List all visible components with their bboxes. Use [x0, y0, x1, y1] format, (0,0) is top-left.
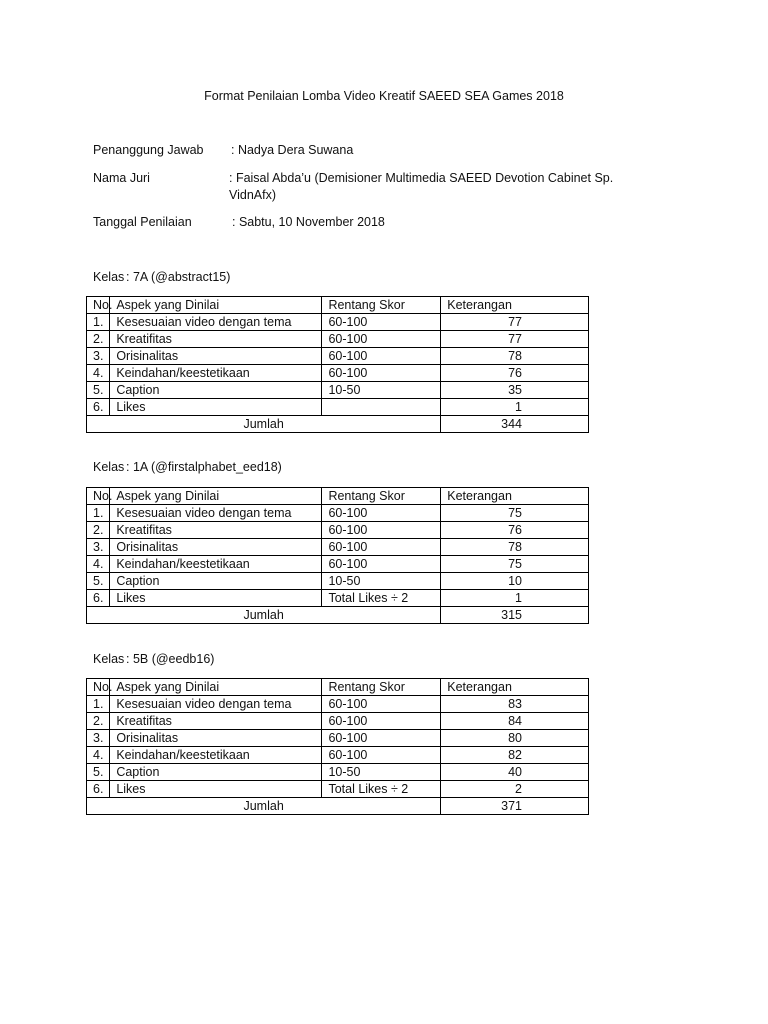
table-row	[87, 348, 589, 365]
cell-aspek: Caption	[110, 382, 322, 399]
cell-aspek: Kesesuaian video dengan tema	[110, 505, 322, 522]
cell-no: 5.	[87, 573, 110, 590]
total-label: Jumlah	[87, 798, 441, 815]
cell-keterangan: 78	[441, 539, 589, 556]
info-label: Tanggal Penilaian	[93, 215, 192, 229]
cell-keterangan: 40	[441, 764, 589, 781]
cell-aspek: Orisinalitas	[110, 348, 322, 365]
cell-aspek: Caption	[110, 573, 322, 590]
cell-keterangan: 35	[441, 382, 589, 399]
kelas-label: Kelas	[93, 652, 125, 666]
cell-keterangan: 1	[441, 399, 589, 416]
table-row	[87, 590, 589, 607]
cell-rentang: 60-100	[322, 713, 441, 730]
header-keterangan: Keterangan	[441, 679, 589, 696]
info-value: : Sabtu, 10 November 2018	[232, 215, 385, 229]
kelas-heading	[93, 651, 214, 668]
cell-keterangan: 77	[441, 331, 589, 348]
table-row	[87, 713, 589, 730]
table-row	[87, 399, 589, 416]
cell-rentang: Total Likes ÷ 2	[322, 781, 441, 798]
cell-rentang: 60-100	[322, 556, 441, 573]
cell-rentang: 60-100	[322, 696, 441, 713]
cell-keterangan: 2	[441, 781, 589, 798]
cell-aspek: Orisinalitas	[110, 730, 322, 747]
cell-rentang: 60-100	[322, 314, 441, 331]
cell-no: 2.	[87, 713, 110, 730]
table-row	[87, 747, 589, 764]
header-rentang: Rentang Skor	[322, 679, 441, 696]
total-row	[87, 607, 589, 624]
total-row	[87, 416, 589, 433]
cell-rentang: 10-50	[322, 382, 441, 399]
cell-rentang: 60-100	[322, 730, 441, 747]
kelas-name: : 5B (@eedb16)	[126, 652, 215, 666]
cell-no: 4.	[87, 747, 110, 764]
total-value: 371	[441, 798, 589, 815]
kelas-label: Kelas	[93, 460, 125, 474]
info-value: : Nadya Dera Suwana	[231, 143, 354, 157]
cell-aspek: Caption	[110, 764, 322, 781]
cell-keterangan: 75	[441, 556, 589, 573]
total-label: Jumlah	[87, 607, 441, 624]
cell-aspek: Kreatifitas	[110, 331, 322, 348]
header-no: No.	[87, 297, 110, 314]
table-row	[87, 331, 589, 348]
kelas-name: : 7A (@abstract15)	[126, 270, 231, 284]
kelas-label: Kelas	[93, 270, 125, 284]
table-row	[87, 382, 589, 399]
cell-no: 6.	[87, 590, 110, 607]
cell-keterangan: 77	[441, 314, 589, 331]
cell-keterangan: 83	[441, 696, 589, 713]
cell-no: 5.	[87, 764, 110, 781]
cell-no: 6.	[87, 399, 110, 416]
total-value: 315	[441, 607, 589, 624]
cell-keterangan: 80	[441, 730, 589, 747]
kelas-heading	[93, 269, 230, 286]
header-no: No.	[87, 679, 110, 696]
cell-rentang	[322, 399, 441, 416]
header-aspek: Aspek yang Dinilai	[110, 488, 322, 505]
cell-keterangan: 84	[441, 713, 589, 730]
cell-keterangan: 1	[441, 590, 589, 607]
table-row	[87, 556, 589, 573]
kelas-heading	[93, 459, 282, 476]
header-keterangan: Keterangan	[441, 297, 589, 314]
cell-aspek: Likes	[110, 399, 322, 416]
cell-aspek: Likes	[110, 781, 322, 798]
table-row	[87, 505, 589, 522]
cell-aspek: Kesesuaian video dengan tema	[110, 696, 322, 713]
cell-rentang: 60-100	[322, 505, 441, 522]
cell-aspek: Keindahan/keestetikaan	[110, 747, 322, 764]
header-rentang: Rentang Skor	[322, 488, 441, 505]
cell-keterangan: 75	[441, 505, 589, 522]
table-header-row	[87, 297, 589, 314]
header-aspek: Aspek yang Dinilai	[110, 679, 322, 696]
cell-rentang: 60-100	[322, 539, 441, 556]
cell-no: 2.	[87, 522, 110, 539]
cell-no: 5.	[87, 382, 110, 399]
cell-no: 4.	[87, 556, 110, 573]
total-label: Jumlah	[87, 416, 441, 433]
cell-aspek: Likes	[110, 590, 322, 607]
table-row	[87, 764, 589, 781]
cell-aspek: Keindahan/keestetikaan	[110, 365, 322, 382]
table-row	[87, 573, 589, 590]
cell-no: 4.	[87, 365, 110, 382]
header-keterangan: Keterangan	[441, 488, 589, 505]
kelas-name: : 1A (@firstalphabet_eed18)	[126, 460, 282, 474]
table-row	[87, 314, 589, 331]
cell-rentang: 60-100	[322, 365, 441, 382]
total-row	[87, 798, 589, 815]
cell-no: 1.	[87, 314, 110, 331]
score-table	[86, 296, 589, 433]
cell-rentang: 10-50	[322, 764, 441, 781]
cell-keterangan: 10	[441, 573, 589, 590]
cell-no: 3.	[87, 348, 110, 365]
cell-keterangan: 78	[441, 348, 589, 365]
table-row	[87, 730, 589, 747]
cell-no: 1.	[87, 696, 110, 713]
score-table	[86, 678, 589, 815]
cell-no: 1.	[87, 505, 110, 522]
cell-rentang: 60-100	[322, 331, 441, 348]
cell-keterangan: 82	[441, 747, 589, 764]
table-header-row	[87, 679, 589, 696]
cell-rentang: 60-100	[322, 747, 441, 764]
table-row	[87, 696, 589, 713]
cell-aspek: Kreatifitas	[110, 522, 322, 539]
cell-keterangan: 76	[441, 365, 589, 382]
cell-rentang: 10-50	[322, 573, 441, 590]
document-title: Format Penilaian Lomba Video Kreatif SAEED SEA Games 2018	[204, 89, 564, 103]
cell-rentang: 60-100	[322, 348, 441, 365]
cell-no: 6.	[87, 781, 110, 798]
info-value: : Faisal Abda’u (Demisioner Multimedia SAEED Devotion Cabinet Sp. VidnAfx)	[229, 171, 614, 202]
cell-aspek: Keindahan/keestetikaan	[110, 556, 322, 573]
table-row	[87, 781, 589, 798]
cell-aspek: Kreatifitas	[110, 713, 322, 730]
table-row	[87, 539, 589, 556]
score-table	[86, 487, 589, 624]
cell-no: 3.	[87, 730, 110, 747]
info-label: Nama Juri	[93, 171, 150, 185]
cell-no: 3.	[87, 539, 110, 556]
info-label: Penanggung Jawab	[93, 143, 204, 157]
cell-no: 2.	[87, 331, 110, 348]
cell-rentang: Total Likes ÷ 2	[322, 590, 441, 607]
cell-aspek: Orisinalitas	[110, 539, 322, 556]
cell-rentang: 60-100	[322, 522, 441, 539]
table-row	[87, 365, 589, 382]
header-aspek: Aspek yang Dinilai	[110, 297, 322, 314]
table-header-row	[87, 488, 589, 505]
header-no: No.	[87, 488, 110, 505]
table-row	[87, 522, 589, 539]
header-rentang: Rentang Skor	[322, 297, 441, 314]
total-value: 344	[441, 416, 589, 433]
cell-keterangan: 76	[441, 522, 589, 539]
cell-aspek: Kesesuaian video dengan tema	[110, 314, 322, 331]
